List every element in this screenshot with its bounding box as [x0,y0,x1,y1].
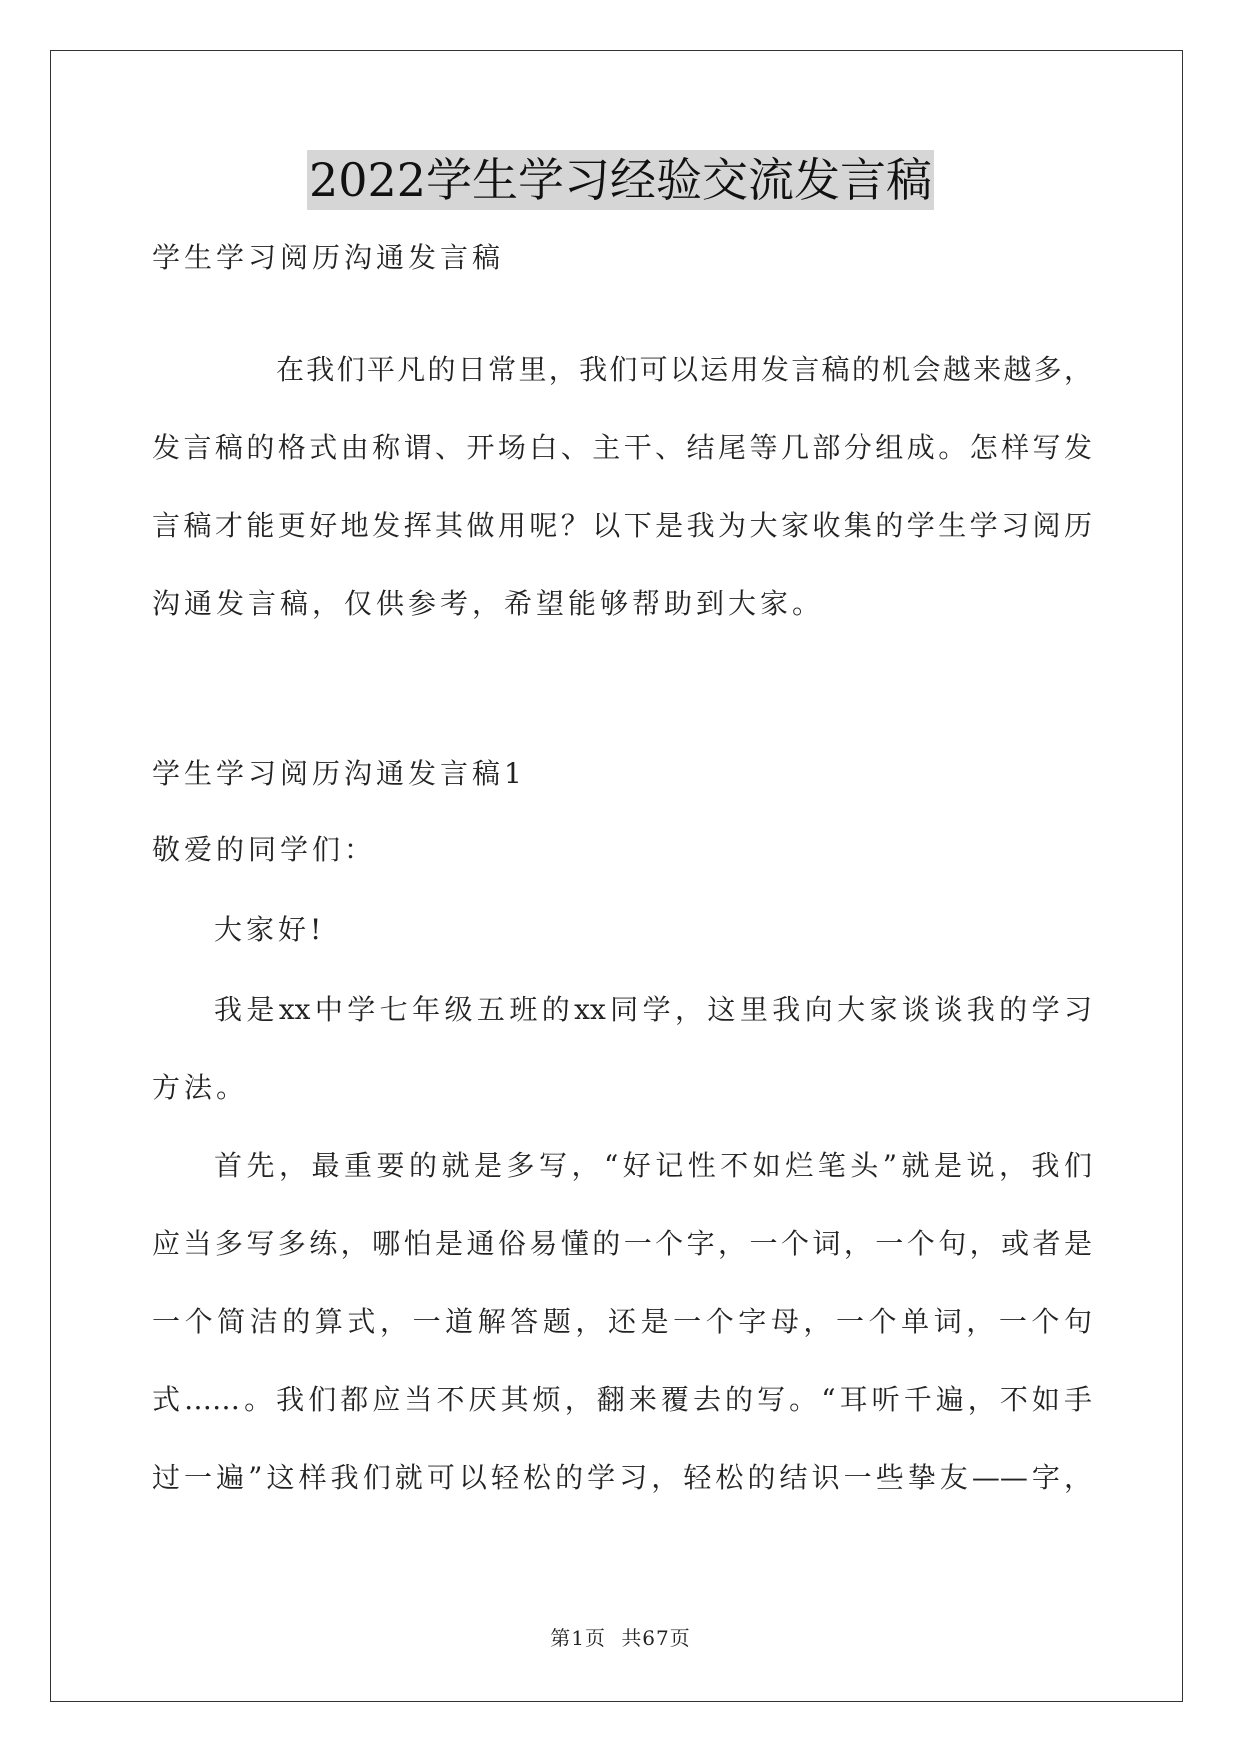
section-heading: 学生学习阅历沟通发言稿1 [152,757,526,790]
paragraph-line: 过一遍”这样我们就可以轻松的学习，轻松的结识一些挚友——字， [152,1461,1092,1494]
page-border [50,50,1183,1702]
paragraph-line: 首先，最重要的就是多写，“好记性不如烂笔头”就是说，我们 [214,1149,1092,1182]
subtitle-line: 学生学习阅历沟通发言稿 [152,241,505,274]
paragraph-line: 发言稿的格式由称谓、开场白、主干、结尾等几部分组成。怎样写发 [152,431,1092,464]
page-footer [0,1622,1241,1651]
salutation-line: 敬爱的同学们： [152,833,377,866]
title-container [0,150,1241,210]
paragraph-line: 式……。我们都应当不厌其烦，翻来覆去的写。“耳听千遍，不如手 [152,1383,1092,1416]
paragraph-line: 应当多写多练，哪怕是通俗易懂的一个字，一个词，一个句，或者是 [152,1227,1092,1260]
page-number: 第1页 [550,1626,606,1650]
greeting-line: 大家好! [214,913,326,946]
paragraph-line: 在我们平凡的日常里，我们可以运用发言稿的机会越来越多， [276,353,1092,386]
paragraph-line: 言稿才能更好地发挥其做用呢？以下是我为大家收集的学生学习阅历 [152,509,1092,542]
paragraph-line: 沟通发言稿，仅供参考，希望能够帮助到大家。 [152,587,825,620]
paragraph-line: 我是xx中学七年级五班的xx同学，这里我向大家谈谈我的学习 [214,993,1092,1026]
paragraph-line: 一个简洁的算式，一道解答题，还是一个字母，一个单词，一个句 [152,1305,1092,1338]
paragraph-line: 方法。 [152,1071,249,1104]
page-total: 共67页 [621,1626,691,1650]
document-title: 2022学生学习经验交流发言稿 [307,150,934,210]
